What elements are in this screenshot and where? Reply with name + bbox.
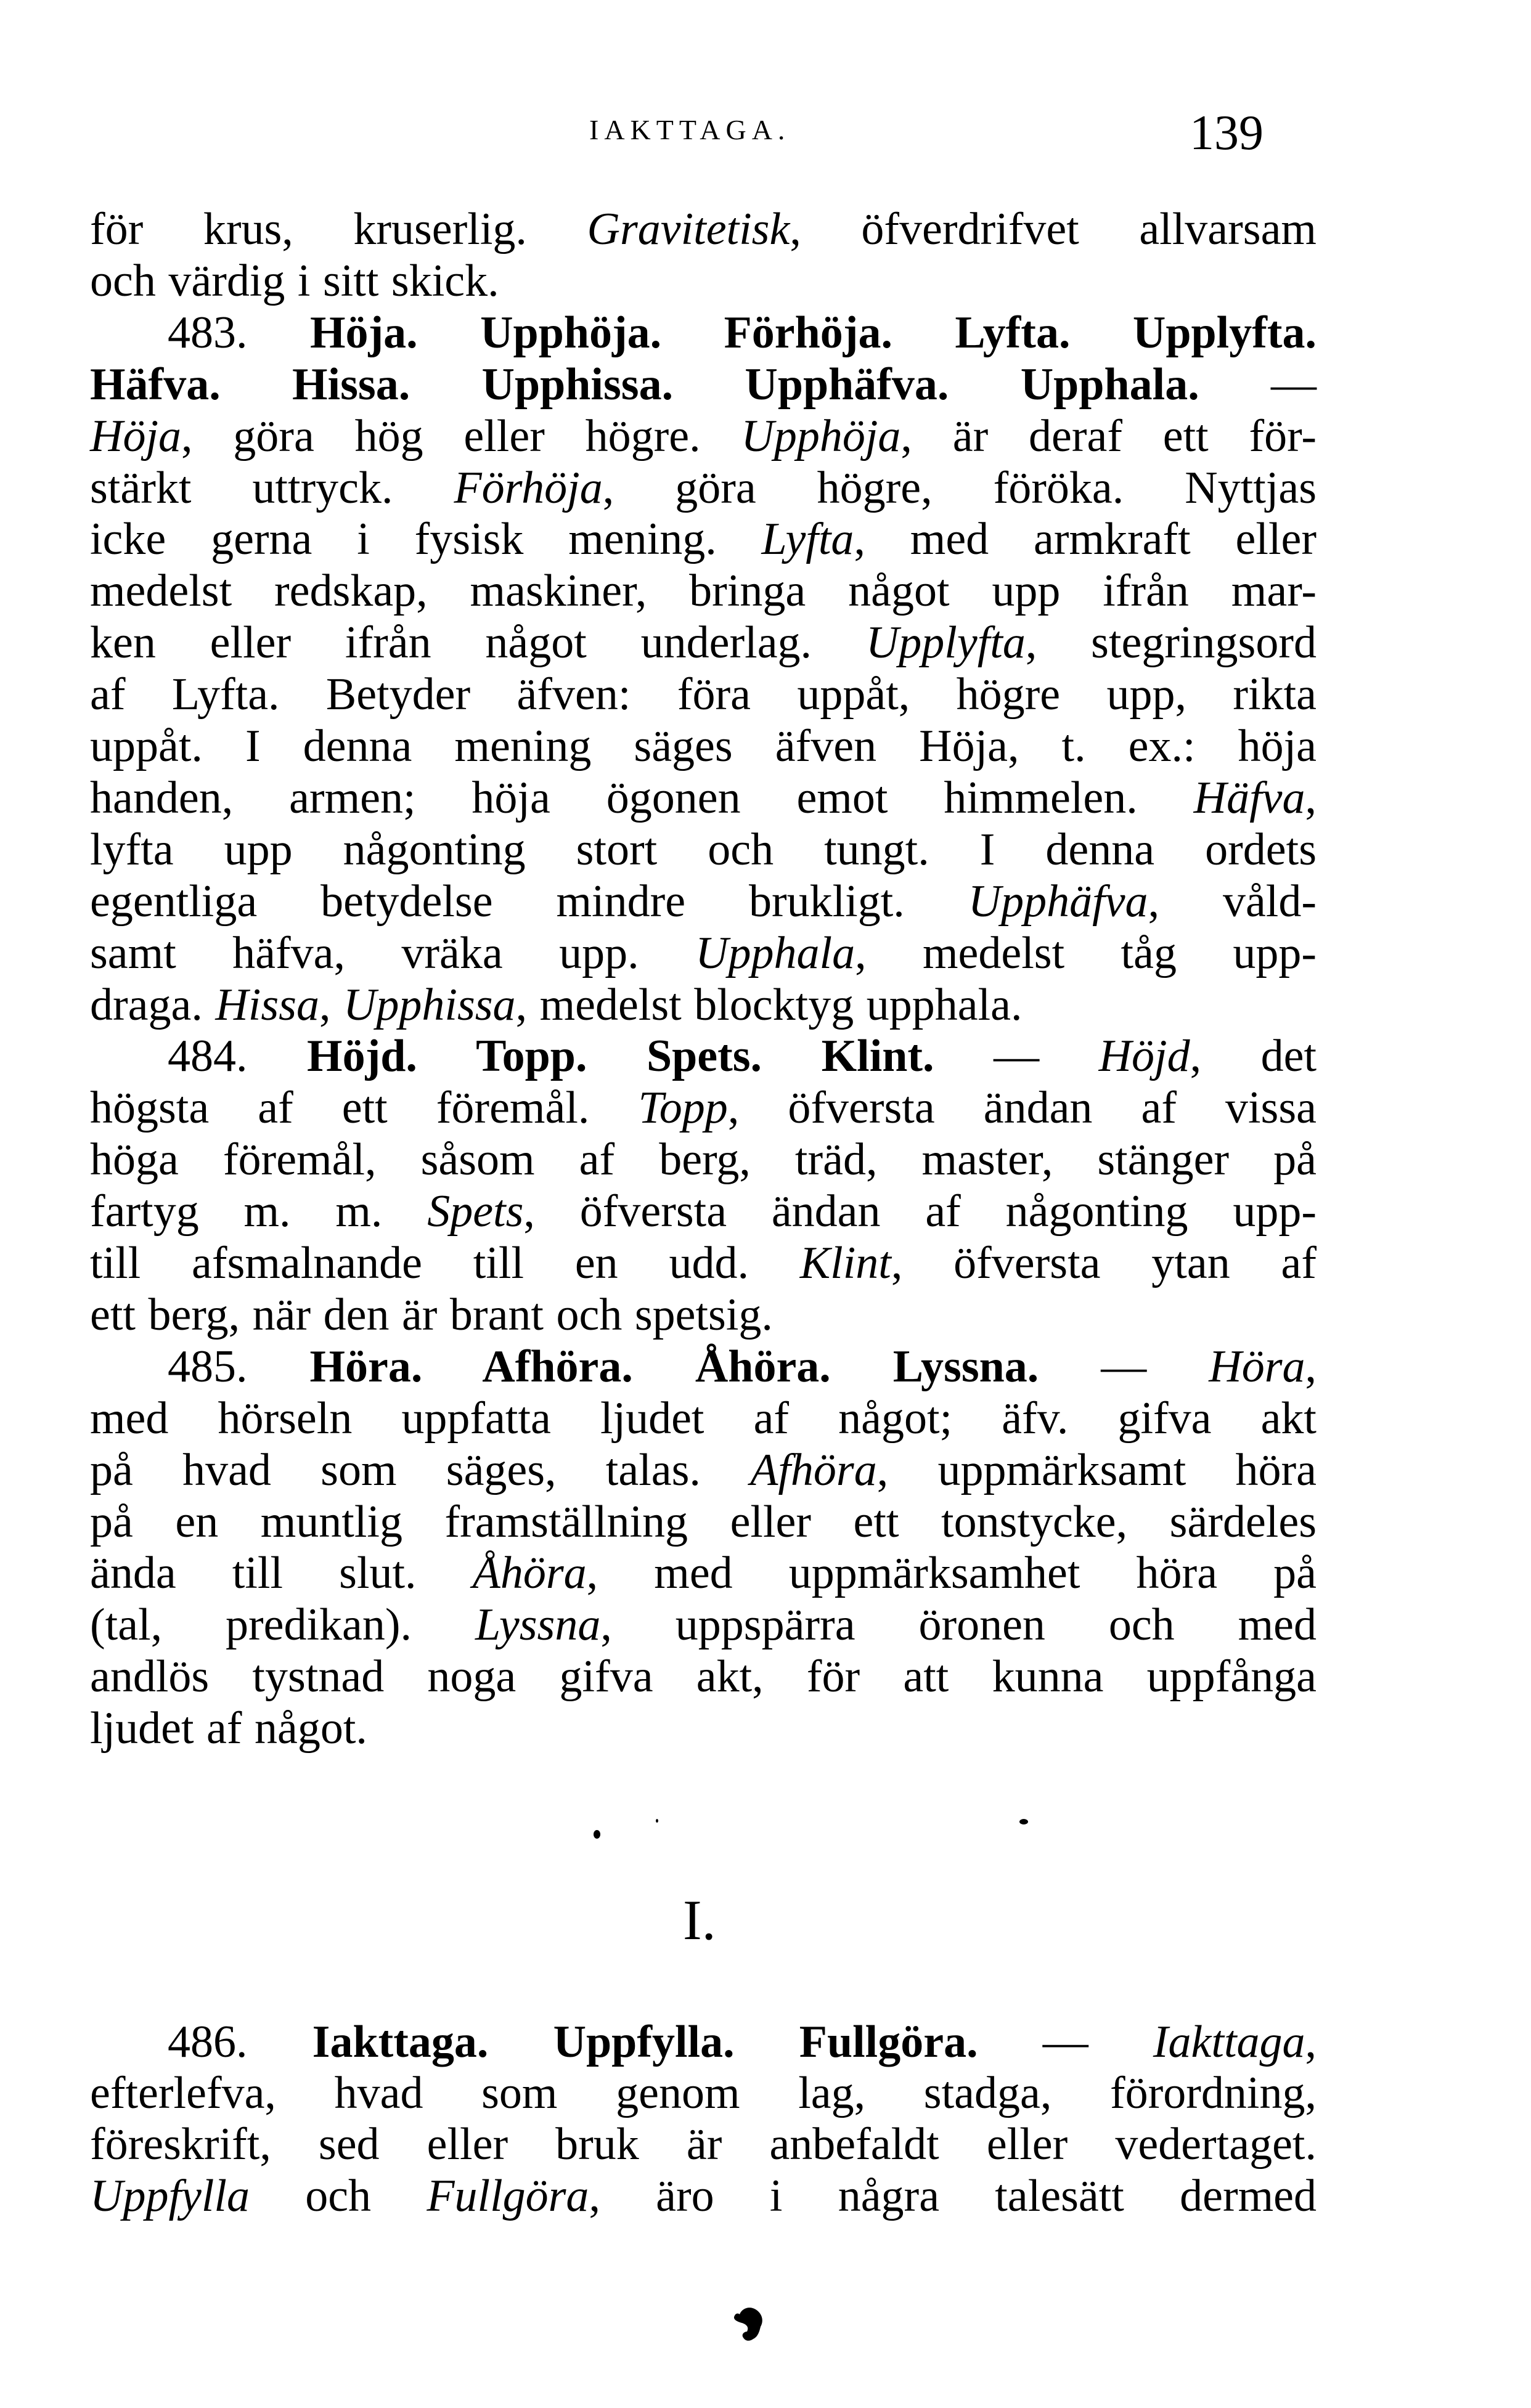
- text-run: uppåt. I denna mening säges äfven Höja, t. ex.: höja: [90, 721, 1317, 771]
- text-line: [90, 513, 1317, 565]
- text-run: ken eller ifrån något underlag.: [90, 617, 866, 669]
- text-run: för krus, kruserlig.: [90, 204, 587, 254]
- separator-dot-icon: [656, 1819, 658, 1823]
- term-italic: Höja: [90, 410, 181, 462]
- text-line: [90, 1702, 367, 1754]
- text-run: till afsmalnande till en udd.: [90, 1238, 800, 1288]
- text-run: höga föremål, såsom af berg, träd, master, stänger på: [90, 1134, 1317, 1186]
- term-italic: Afhöra: [750, 1444, 877, 1495]
- text-run: efterlefva, hvad som genom lag, stadga, förordning,: [90, 2068, 1317, 2119]
- text-line: [90, 979, 1022, 1031]
- text-run: föreskrift, sed eller bruk är anbefaldt eller vedertaget.: [90, 2119, 1317, 2170]
- term-italic: Upphäfva: [968, 876, 1148, 927]
- term-italic: Förhöja: [454, 462, 603, 513]
- text-line: [90, 2067, 1317, 2119]
- text-run: icke gerna i fysisk mening.: [90, 514, 762, 565]
- text-line: [90, 1547, 1317, 1599]
- text-line: [90, 2170, 1317, 2222]
- text-run: , öfversta ändan af någonting upp-: [523, 1186, 1317, 1237]
- text-run: , våld-: [1148, 876, 1317, 927]
- text-run: fartyg m. m.: [90, 1186, 428, 1237]
- separator-dot-icon: [1019, 1819, 1028, 1824]
- text-run: och: [249, 2170, 427, 2221]
- term-italic: Upphala: [695, 927, 855, 978]
- text-line: [90, 669, 1317, 720]
- headword-bold: Höra. Afhöra. Åhöra. Lyssna.: [309, 1341, 1039, 1392]
- text-run: ända till slut.: [90, 1548, 473, 1599]
- term-italic: Upplyfta: [865, 617, 1026, 669]
- text-line: [90, 462, 1317, 514]
- text-run: lyfta upp någonting stort och tungt. I denna ordets: [90, 824, 1317, 875]
- term-italic: Klint: [799, 1238, 891, 1288]
- text-run: ,: [1305, 772, 1317, 823]
- headword-bold: Iakttaga. Uppfylla. Fullgöra.: [312, 2017, 978, 2067]
- text-line: [168, 2016, 1317, 2068]
- text-run: med hörseln uppfatta ljudet af något; äfv. gifva akt: [90, 1393, 1317, 1444]
- text-run: , öfversta ändan af vissa: [727, 1083, 1317, 1134]
- text-line: [90, 1082, 1317, 1134]
- text-run: egentliga betydelse mindre brukligt.: [90, 876, 968, 927]
- text-line: [90, 203, 1317, 255]
- text-run: , det: [1190, 1031, 1317, 1082]
- text-line: [90, 1237, 1317, 1289]
- text-run: medelst redskap, maskiner, bringa något upp ifrån mar-: [90, 566, 1317, 617]
- text-run: och värdig i sitt skick.: [90, 255, 499, 306]
- text-line: [168, 307, 1317, 359]
- text-run: ,: [1305, 2017, 1317, 2067]
- text-run: högsta af ett föremål.: [90, 1083, 639, 1134]
- text-run: , med uppmärksamhet höra på: [586, 1548, 1317, 1599]
- text-run: samt häfva, vräka upp.: [90, 927, 696, 978]
- text-line: [90, 927, 1317, 979]
- text-run: , göra högre, föröka. Nyttjas: [602, 462, 1317, 513]
- text-run: , uppspärra öronen och med: [600, 1600, 1317, 1651]
- text-line: [90, 1393, 1317, 1444]
- term-italic: Gravitetisk: [587, 204, 790, 254]
- text-run: ,: [319, 979, 343, 1030]
- headword-bold: Häfva. Hissa. Upphissa. Upphäfva. Upphala.: [90, 359, 1199, 410]
- fleuron-ornament-icon: [731, 2306, 764, 2343]
- term-italic: Hissa: [215, 979, 319, 1030]
- term-italic: Lyfta: [761, 514, 854, 565]
- text-run: , göra hög eller högre.: [181, 410, 741, 462]
- term-italic: Fullgöra: [427, 2170, 589, 2221]
- text-line: [90, 824, 1317, 876]
- text-run: 486.: [168, 2017, 312, 2067]
- text-line: [90, 410, 1317, 462]
- text-run: 484.: [168, 1031, 308, 1082]
- text-run: —: [1039, 1341, 1209, 1392]
- text-run: ljudet af något.: [90, 1703, 367, 1754]
- text-line: [90, 565, 1317, 617]
- text-run: på en muntlig framställning eller ett tonstycke, särdeles: [90, 1496, 1317, 1547]
- text-line: [90, 1289, 773, 1341]
- text-line: [168, 1030, 1317, 1082]
- term-italic: Upphöja: [741, 410, 901, 462]
- text-run: , är deraf ett för-: [900, 410, 1317, 462]
- text-line: [90, 1444, 1317, 1496]
- term-italic: Åhöra: [472, 1548, 587, 1599]
- text-run: 485.: [168, 1341, 310, 1392]
- page-number: 139: [1190, 106, 1264, 160]
- running-title: IAKTTAGA.: [589, 114, 791, 145]
- term-italic: Iakttaga: [1153, 2017, 1305, 2067]
- text-run: ,: [1305, 1341, 1317, 1392]
- text-run: , öfversta ytan af: [891, 1238, 1317, 1288]
- text-run: draga.: [90, 979, 216, 1030]
- text-run: , äro i några talesätt dermed: [589, 2170, 1317, 2221]
- separator-dot-icon: [594, 1830, 600, 1839]
- term-italic: Uppfylla: [90, 2170, 250, 2221]
- headword-bold: Höjd. Topp. Spets. Klint.: [307, 1031, 934, 1082]
- text-line: [90, 876, 1317, 927]
- text-line: [90, 1599, 1317, 1651]
- text-line: [90, 1651, 1317, 1702]
- text-run: —: [978, 2017, 1153, 2067]
- term-italic: Lyssna: [475, 1600, 601, 1651]
- text-run: —: [1199, 359, 1317, 410]
- text-run: , medelst tåg upp-: [855, 927, 1317, 978]
- headword-bold: Höja. Upphöja. Förhöja. Lyfta. Upplyfta.: [309, 307, 1317, 358]
- text-line: [168, 1341, 1317, 1393]
- text-line: [90, 1134, 1317, 1186]
- text-run: stärkt uttryck.: [90, 462, 454, 513]
- text-run: , uppmärksamt höra: [876, 1444, 1317, 1495]
- term-italic: Häfva: [1193, 772, 1305, 823]
- text-run: af Lyfta. Betyder äfven: föra uppåt, högre upp, rikta: [90, 669, 1317, 720]
- section-letter-heading: I.: [683, 1889, 716, 1951]
- text-line: [90, 1186, 1317, 1237]
- text-line: [90, 359, 1317, 410]
- text-line: [90, 720, 1317, 772]
- text-line: [90, 772, 1317, 824]
- text-run: på hvad som säges, talas.: [90, 1444, 751, 1495]
- text-run: , medelst blocktyg upphala.: [515, 979, 1023, 1030]
- term-italic: Spets: [427, 1186, 524, 1237]
- text-run: , öfverdrifvet allvarsam: [790, 204, 1317, 254]
- text-run: handen, armen; höja ögonen emot himmelen.: [90, 772, 1194, 823]
- term-italic: Höra: [1209, 1341, 1305, 1392]
- term-italic: Höjd: [1098, 1031, 1190, 1082]
- text-run: , stegringsord: [1025, 617, 1317, 669]
- text-run: —: [934, 1031, 1099, 1082]
- text-line: [90, 1496, 1317, 1548]
- term-italic: Topp: [638, 1083, 728, 1134]
- text-line: [90, 2118, 1317, 2170]
- text-run: (tal, predikan).: [90, 1600, 475, 1651]
- text-run: ett berg, när den är brant och spetsig.: [90, 1289, 773, 1340]
- text-line: [90, 617, 1317, 669]
- text-run: 483.: [168, 307, 310, 358]
- term-italic: Upphissa: [343, 979, 516, 1030]
- text-run: andlös tystnad noga gifva akt, för att kunna uppfånga: [90, 1651, 1317, 1702]
- text-run: , med armkraft eller: [854, 514, 1317, 565]
- text-line: [90, 255, 499, 307]
